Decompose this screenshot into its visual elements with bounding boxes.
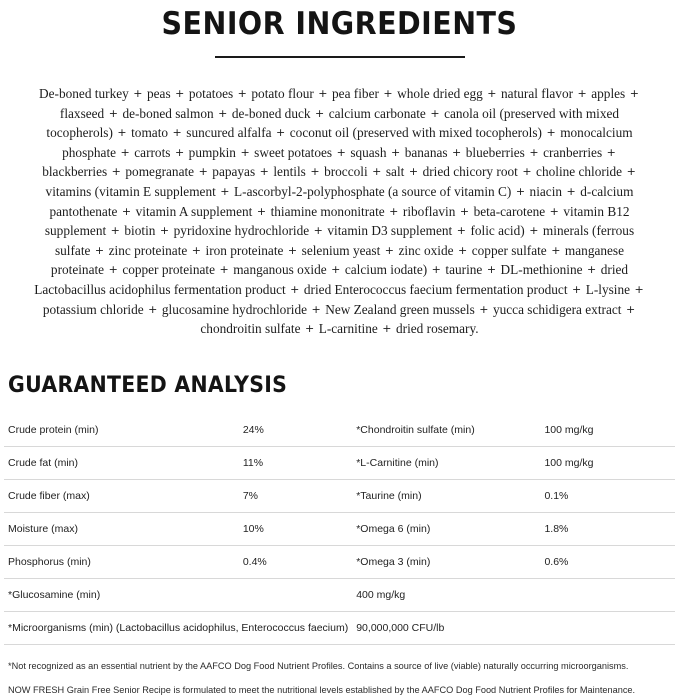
plus-icon: + (272, 126, 289, 140)
nutrient-value: 24% (239, 414, 352, 447)
ingredient-item: calcium carbonate (328, 105, 426, 121)
table-row (4, 578, 675, 611)
ingredient-item: yucca schidigera extract (492, 301, 622, 317)
nutrient-label: Crude protein (min) (4, 414, 239, 447)
plus-icon: + (426, 106, 444, 120)
ingredient-item: beta-carotene (473, 203, 546, 219)
ingredient-item: pomegranate (125, 164, 195, 180)
ingredient-item: folic acid) (470, 223, 525, 239)
nutrient-value: 0.1% (540, 479, 675, 512)
ingredient-item: manganous oxide (233, 262, 327, 278)
ingredient-item: vitamin B12 supplement (44, 203, 630, 239)
plus-icon: + (301, 322, 318, 336)
plus-icon: + (428, 263, 445, 277)
nutrient-value: 400 mg/kg (352, 578, 675, 611)
ingredients-list (28, 84, 651, 339)
plus-icon: + (387, 145, 404, 159)
plus-icon: + (631, 282, 644, 296)
ingredient-item: pea fiber (332, 86, 379, 101)
plus-icon: + (483, 87, 501, 100)
plus-icon: + (333, 145, 350, 159)
plus-icon: + (118, 204, 135, 218)
nutrient-value: 7% (239, 479, 352, 512)
guaranteed-analysis-title: GUARANTEED ANALYSIS (8, 372, 288, 398)
nutrient-label: Phosphorus (min) (4, 545, 239, 578)
ingredient-item: pumpkin (188, 144, 236, 160)
nutrient-label: *Glucosamine (min) (4, 578, 352, 611)
ingredient-item: natural flavor (501, 86, 574, 101)
page-title: SENIOR INGREDIENTS (161, 6, 518, 42)
ingredient-item: minerals (ferrous sulfate (54, 223, 635, 258)
table-row (4, 414, 675, 447)
plus-icon: + (169, 126, 186, 140)
ingredient-item: dried chicory root (422, 164, 518, 180)
ingredient-item: biotin (124, 223, 156, 239)
plus-icon: + (156, 224, 173, 238)
title-divider (215, 56, 465, 58)
title-block (4, 0, 675, 58)
ingredient-item: carrots (134, 144, 171, 160)
table-row (4, 446, 675, 479)
plus-icon: + (512, 184, 529, 198)
ingredient-item: cranberries (543, 144, 603, 160)
ingredient-item: potassium chloride (42, 301, 144, 317)
ingredient-item: apples (591, 86, 626, 101)
plus-icon: + (91, 243, 108, 257)
ingredient-item: DL-methionine (500, 262, 583, 278)
plus-icon: + (117, 145, 134, 159)
guaranteed-analysis-table (4, 414, 675, 645)
ingredient-item: niacin (529, 183, 563, 199)
plus-icon: + (256, 165, 273, 179)
plus-icon: + (622, 302, 636, 316)
plus-icon: + (311, 106, 328, 120)
plus-icon: + (547, 243, 564, 257)
ingredient-item: whole dried egg (397, 86, 483, 101)
ingredient-item: zinc oxide (398, 242, 454, 258)
plus-icon: + (574, 87, 591, 100)
nutrient-label: Crude fiber (max) (4, 479, 239, 512)
ingredient-item: de-boned salmon (122, 105, 214, 121)
plus-icon: + (108, 165, 125, 179)
guaranteed-analysis-body (4, 414, 675, 645)
nutrient-value: 90,000,000 CFU/lb (352, 611, 675, 644)
plus-icon: + (216, 184, 234, 198)
plus-icon: + (308, 302, 325, 316)
plus-icon: + (454, 243, 471, 257)
ingredient-item: copper proteinate (122, 262, 215, 278)
plus-icon: + (603, 145, 616, 159)
ingredient-item: copper sulfate (471, 242, 547, 258)
plus-icon: + (525, 145, 543, 159)
ingredient-item: vitamins (vitamin E supplement (45, 183, 216, 199)
plus-icon: + (195, 165, 212, 179)
ingredient-item: dried Lactobacillus acidophilus fermentation product (34, 262, 629, 297)
ingredient-item: lentils (273, 164, 306, 180)
plus-icon: + (215, 263, 233, 277)
nutrient-value: 11% (239, 446, 352, 479)
ingredient-item: canola oil (preserved with mixed tocopherols) (46, 105, 620, 141)
nutrient-label: Moisture (max) (4, 512, 239, 545)
ingredient-item: blackberries (42, 164, 108, 180)
nutrient-label: Crude fat (min) (4, 446, 239, 479)
ingredient-item: flaxseed (59, 105, 105, 121)
ingredient-item: monocalcium phosphate (62, 125, 633, 160)
plus-icon: + (129, 87, 146, 100)
plus-icon: + (214, 106, 231, 120)
nutrient-label: *Microorganisms (min) (Lactobacillus acidophilus, Enterococcus faecium) (4, 611, 352, 644)
plus-icon: + (583, 263, 600, 277)
ingredient-item: papayas (212, 164, 256, 180)
plus-icon: + (253, 204, 270, 218)
ingredient-item: peas (147, 86, 171, 101)
plus-icon: + (107, 224, 124, 238)
ingredient-item: tomato (131, 125, 169, 141)
plus-icon: + (568, 282, 585, 296)
ingredient-item: dried rosemary. (396, 321, 479, 337)
nutrient-label: *Chondroitin sulfate (min) (352, 414, 540, 447)
plus-icon: + (542, 126, 560, 140)
plus-icon: + (448, 145, 465, 159)
plus-icon: + (368, 165, 385, 179)
ingredient-item: vitamin A supplement (135, 203, 253, 219)
ingredient-item: chondroitin sulfate (200, 321, 301, 337)
plus-icon: + (378, 322, 395, 336)
ingredient-item: salt (385, 164, 405, 180)
plus-icon: + (234, 87, 251, 100)
ingredient-item: calcium iodate) (344, 262, 428, 278)
plus-icon: + (105, 263, 122, 277)
plus-icon: + (626, 87, 639, 100)
ingredient-item: de-boned duck (231, 105, 311, 121)
plus-icon: + (379, 87, 397, 100)
plus-icon: + (188, 243, 205, 257)
plus-icon: + (475, 302, 492, 316)
plus-icon: + (286, 282, 303, 296)
plus-icon: + (105, 106, 122, 120)
plus-icon: + (405, 165, 422, 179)
ingredient-item: broccoli (324, 164, 368, 180)
nutrient-label: *Omega 6 (min) (352, 512, 540, 545)
footnotes (8, 659, 671, 698)
ingredient-item: riboflavin (402, 203, 456, 219)
ingredient-item: potato flour (251, 86, 314, 101)
plus-icon: + (385, 204, 402, 218)
plus-icon: + (284, 243, 301, 257)
footnote-text: *Not recognized as an essential nutrient by the AAFCO Dog Food Nutrient Profiles. Contains a source of live (viable) naturally occurring microorganisms. (8, 660, 629, 671)
ingredient-item: zinc proteinate (108, 242, 188, 258)
nutrient-label: *Taurine (min) (352, 479, 540, 512)
table-row (4, 611, 675, 644)
ingredient-item: choline chloride (536, 164, 623, 180)
plus-icon: + (171, 145, 188, 159)
ingredient-item: bananas (404, 144, 448, 160)
plus-icon: + (113, 126, 131, 140)
ingredient-item: glucosamine hydrochloride (161, 301, 307, 317)
nutrient-value: 100 mg/kg (540, 414, 675, 447)
plus-icon: + (483, 263, 500, 277)
nutrient-value: 100 mg/kg (540, 446, 675, 479)
ingredient-item: potatoes (188, 86, 234, 101)
table-row (4, 479, 675, 512)
ingredient-item: L-lysine (585, 281, 631, 297)
plus-icon: + (525, 224, 542, 238)
plus-icon: + (546, 204, 563, 218)
ingredient-item: L-ascorbyl-2-polyphosphate (a source of vitamin C) (234, 183, 512, 199)
ingredient-item: iron proteinate (205, 242, 284, 258)
ingredient-item: De-boned turkey (39, 86, 129, 101)
ingredient-item: blueberries (465, 144, 525, 160)
ingredient-item: dried Enterococcus faecium fermentation product (303, 281, 568, 297)
ingredient-item: d-calcium pantothenate (49, 183, 634, 219)
footnote-text: NOW FRESH Grain Free Senior Recipe is formulated to meet the nutritional levels established by the AAFCO Dog Food Nutrient Profiles for Maintenance. (8, 684, 636, 695)
ingredient-item: pyridoxine hydrochloride (173, 223, 310, 239)
nutrient-value: 1.8% (540, 512, 675, 545)
nutrient-value: 10% (239, 512, 352, 545)
ingredient-item: manganese proteinate (50, 242, 624, 278)
ingredient-item: taurine (445, 262, 483, 278)
plus-icon: + (623, 165, 636, 179)
plus-icon: + (518, 165, 536, 179)
nutrient-value: 0.4% (239, 545, 352, 578)
table-row (4, 545, 675, 578)
ingredient-item: New Zealand green mussels (325, 301, 475, 317)
plus-icon: + (456, 204, 473, 218)
ingredient-item: L-carnitine (318, 321, 378, 337)
ingredient-item: squash (350, 144, 387, 160)
nutrient-label: *Omega 3 (min) (352, 545, 540, 578)
nutrient-label: *L-Carnitine (min) (352, 446, 540, 479)
plus-icon: + (453, 224, 470, 238)
plus-icon: + (314, 87, 332, 100)
table-row (4, 512, 675, 545)
plus-icon: + (381, 243, 398, 257)
plus-icon: + (327, 263, 344, 277)
nutrient-value: 0.6% (540, 545, 675, 578)
ingredient-item: sweet potatoes (254, 144, 333, 160)
ingredient-item: suncured alfalfa (186, 125, 272, 141)
ingredient-item: coconut oil (preserved with mixed tocopherols) (289, 125, 542, 141)
ingredient-item: selenium yeast (301, 242, 381, 258)
plus-icon: + (236, 145, 254, 159)
plus-icon: + (144, 302, 161, 316)
plus-icon: + (171, 87, 188, 100)
plus-icon: + (310, 224, 327, 238)
ingredient-item: thiamine mononitrate (270, 203, 385, 219)
plus-icon: + (563, 184, 580, 198)
plus-icon: + (306, 165, 324, 179)
ingredient-item: vitamin D3 supplement (327, 223, 453, 239)
